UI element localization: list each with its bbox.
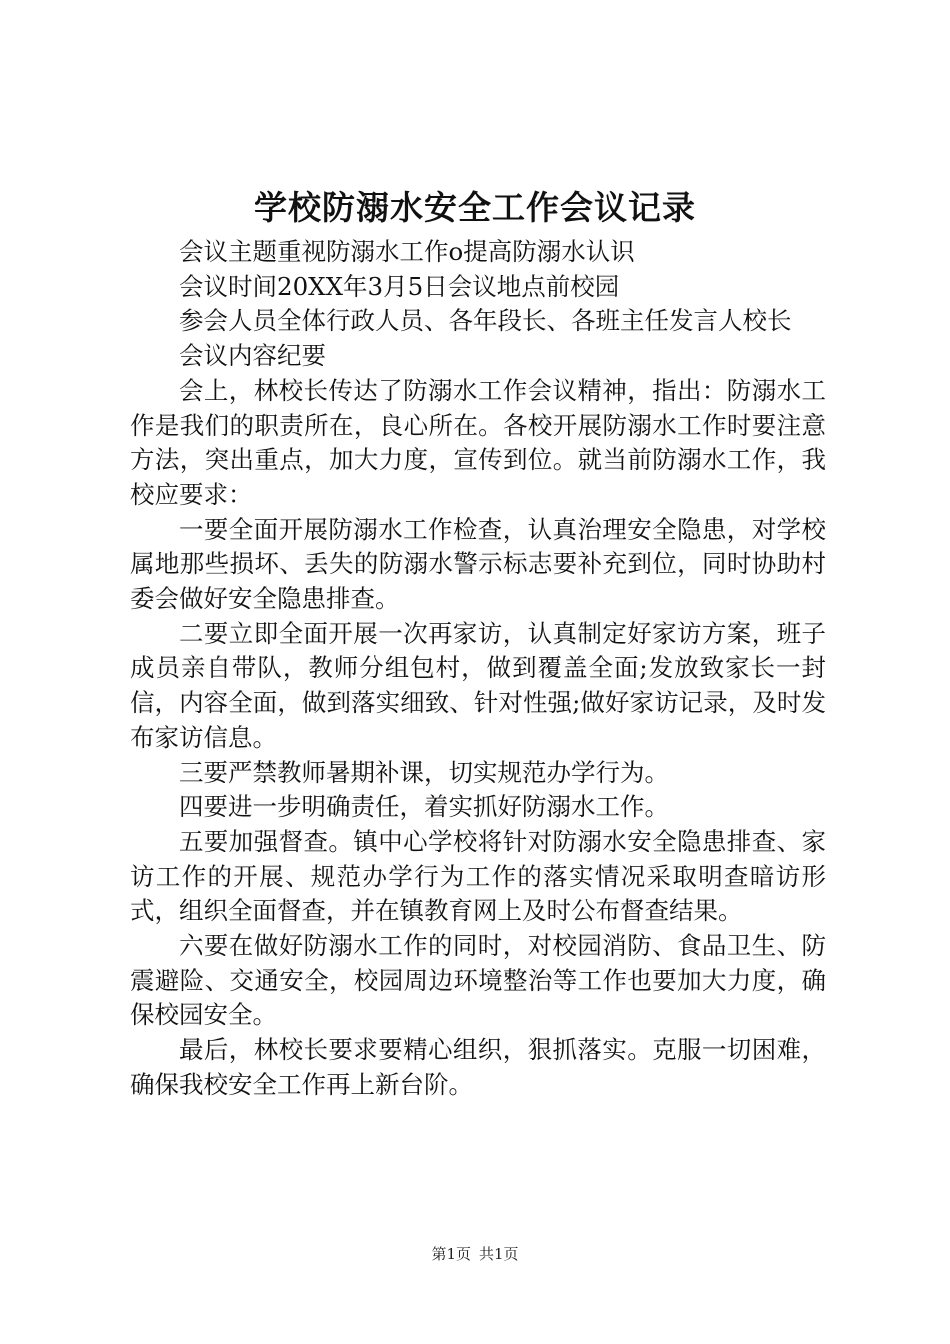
page-total: 共1页 xyxy=(479,1245,519,1263)
body-paragraph: 二要立即全面开展一次再家访，认真制定好家访方案，班子成员亲自带队，教师分组包村，做到覆盖全面;发放致家长一封信，内容全面，做到落实细致、针对性强;做好家访记录，及时发布家访信息。 xyxy=(130,618,826,752)
body-paragraph: 四要进一步明确责任，着实抓好防溺水工作。 xyxy=(179,792,669,822)
body-paragraph: 一要全面开展防溺水工作检查，认真治理安全隐患，对学校属地那些损坏、丢失的防溺水警示标志要补充到位，同时协助村委会做好安全隐患排查。 xyxy=(130,514,826,614)
page-footer xyxy=(0,1244,950,1264)
meeting-time-location-line: 会议时间20XX年3月5日会议地点前校园 xyxy=(179,271,620,301)
body-paragraph: 最后，林校长要求要精心组织，狠抓落实。克服一切困难，确保我校安全工作再上新台阶。 xyxy=(130,1035,826,1099)
document-title: 学校防溺水安全工作会议记录 xyxy=(254,188,696,227)
minutes-heading: 会议内容纪要 xyxy=(179,341,326,371)
attendees-line: 参会人员全体行政人员、各年段长、各班主任发言人校长 xyxy=(179,306,792,336)
document-body xyxy=(130,235,826,1103)
meeting-topic-line: 会议主题重视防溺水工作o提高防溺水认识 xyxy=(179,237,635,266)
body-paragraph: 会上，林校长传达了防溺水工作会议精神，指出：防溺水工作是我们的职责所在，良心所在。各校开展防溺水工作时要注意方法，突出重点，加大力度，宣传到位。就当前防溺水工作，我校应要求： xyxy=(130,375,826,509)
body-paragraph: 六要在做好防溺水工作的同时，对校园消防、食品卫生、防震避险、交通安全，校园周边环境整治等工作也要加大力度，确保校园安全。 xyxy=(130,931,826,1030)
page-number: 第1页 xyxy=(431,1245,471,1263)
body-paragraph: 五要加强督查。镇中心学校将针对防溺水安全隐患排查、家访工作的开展、规范办学行为工作的落实情况采取明查暗访形式，组织全面督查，并在镇教育网上及时公布督查结果。 xyxy=(130,826,826,926)
body-paragraph: 三要严禁教师暑期补课，切实规范办学行为。 xyxy=(179,757,669,787)
